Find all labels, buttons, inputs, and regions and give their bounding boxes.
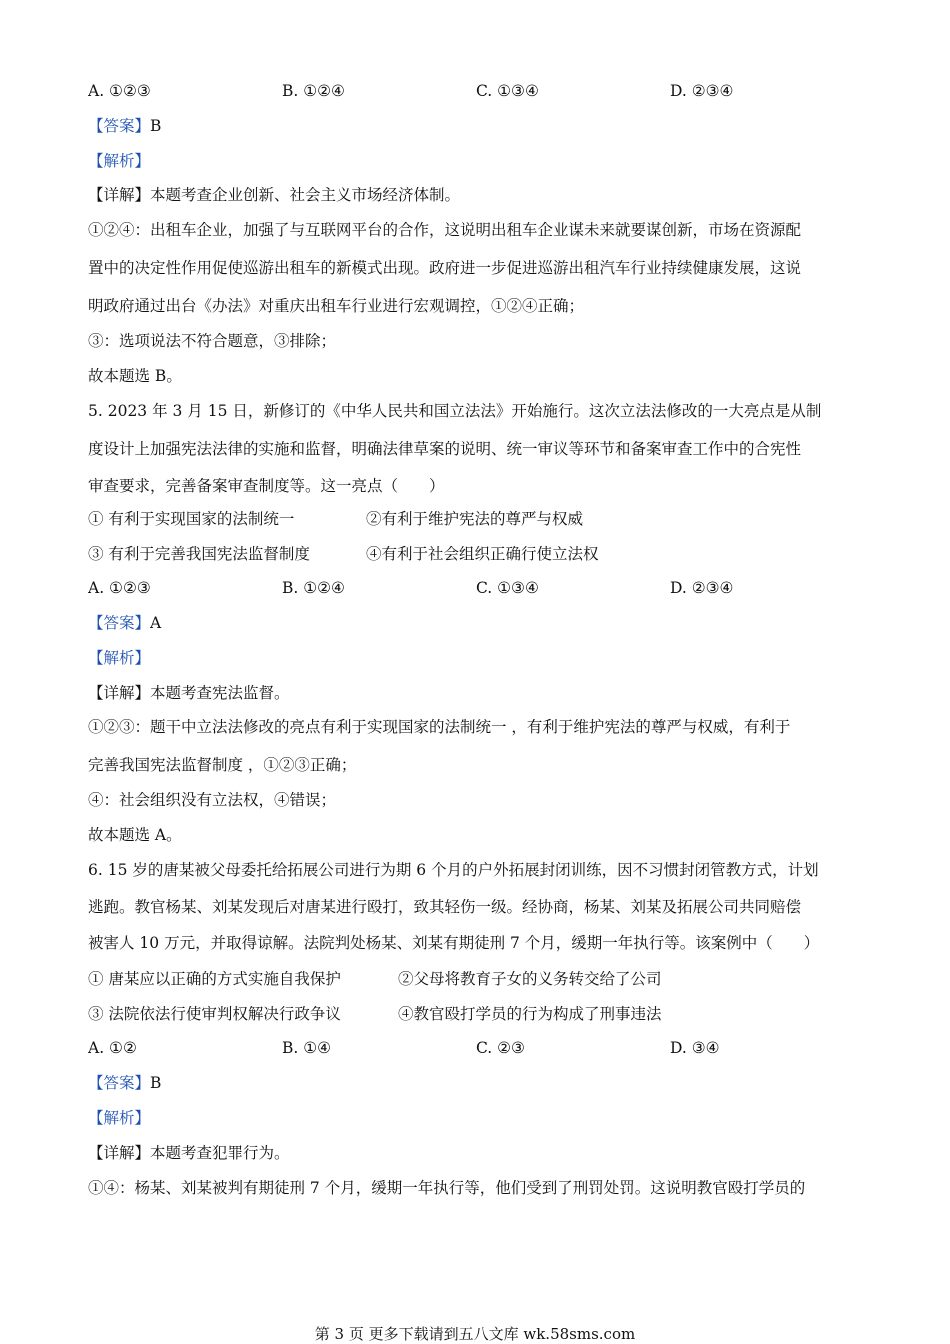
answer-tag: 【答案】 (88, 1074, 151, 1092)
q5-stem-line: 度设计上加强宪法法律的实施和监督，明确法律草案的说明、统一审议等环节和备案审查工作中的合宪性 (88, 440, 802, 458)
statement-2: ②父母将教育子女的义务转交给了公司 (398, 970, 662, 988)
option-d: D. ②③④ (670, 579, 734, 597)
option-c: C. ①③④ (476, 82, 539, 100)
q5-detail (88, 683, 868, 703)
detail-tag: 【详解】 (88, 684, 151, 702)
q6-explanation-line: ①④：杨某、刘某被判有期徒刑 7 个月，缓期一年执行等，他们受到了刑罚处罚。这说明教官殴打学员的 (88, 1179, 806, 1197)
q4-explanation-line: ③：选项说法不符合题意，③排除； (88, 332, 337, 350)
detail-tag: 【详解】 (88, 1144, 151, 1162)
q4-conclusion: 故本题选 B。 (88, 367, 182, 385)
q5-answer (88, 613, 868, 633)
detail-tag: 【详解】 (88, 186, 151, 204)
q6-statements-row (88, 969, 868, 989)
page-footer: 第 3 页 更多下载请到五八文库 wk.58sms.com (314, 1325, 636, 1343)
statement-1: ① 唐某应以正确的方式实施自我保护 (88, 970, 341, 988)
option-c: C. ②③ (476, 1039, 525, 1057)
analysis-tag: 【解析】 (88, 649, 151, 667)
detail-text: 本题考查宪法监督。 (150, 684, 290, 702)
q5-explanation-line: 完善我国宪法监督制度 ，①②③正确； (88, 756, 357, 774)
q5-stem-line: 审查要求，完善备案审查制度等。这一亮点（ ） (88, 477, 445, 495)
option-b: B. ①④ (282, 1039, 332, 1057)
answer-value: B (150, 1074, 162, 1092)
option-d: D. ③④ (670, 1039, 720, 1057)
statement-4: ④教官殴打学员的行为构成了刑事违法 (398, 1005, 662, 1023)
answer-value: A (150, 614, 162, 632)
statement-2: ②有利于维护宪法的尊严与权威 (366, 510, 584, 528)
q6-statements-row (88, 1004, 868, 1024)
statement-3: ③ 有利于完善我国宪法监督制度 (88, 545, 310, 563)
answer-tag: 【答案】 (88, 614, 151, 632)
q6-options (88, 1038, 868, 1058)
q6-stem-line: 逃跑。教官杨某、刘某发现后对唐某进行殴打，致其轻伤一级。经协商，杨某、刘某及拓展公司共同赔偿 (88, 898, 802, 916)
statement-3: ③ 法院依法行使审判权解决行政争议 (88, 1005, 341, 1023)
option-b: B. ①②④ (282, 579, 345, 597)
answer-tag: 【答案】 (88, 117, 151, 135)
statement-1: ① 有利于实现国家的法制统一 (88, 510, 295, 528)
q6-detail (88, 1143, 868, 1163)
q5-analysis-heading (88, 648, 868, 668)
q4-explanation-line: 置中的决定性作用促使巡游出租车的新模式出现。政府进一步促进巡游出租汽车行业持续健康发展，这说 (88, 259, 802, 277)
q5-stem-line: 5. 2023 年 3 月 15 日，新修订的《中华人民共和国立法法》开始施行。这次立法法修改的一大亮点是从制 (88, 402, 822, 420)
q5-statements-row (88, 509, 868, 529)
option-b: B. ①②④ (282, 82, 345, 100)
option-a: A. ①②③ (88, 579, 151, 597)
analysis-tag: 【解析】 (88, 1109, 151, 1127)
q4-options (88, 81, 868, 101)
detail-text: 本题考查企业创新、社会主义市场经济体制。 (150, 186, 461, 204)
q6-analysis-heading (88, 1108, 868, 1128)
q4-answer (88, 116, 868, 136)
q4-analysis-heading (88, 151, 868, 171)
answer-value: B (150, 117, 162, 135)
q5-explanation-line: ①②③：题干中立法法修改的亮点有利于实现国家的法制统一 ，有利于维护宪法的尊严与权威，有利于 (88, 718, 791, 736)
q5-conclusion: 故本题选 A。 (88, 826, 182, 844)
q6-answer (88, 1073, 868, 1093)
option-c: C. ①③④ (476, 579, 539, 597)
q6-stem-line: 6. 15 岁的唐某被父母委托给拓展公司进行为期 6 个月的户外拓展封闭训练，因不习惯封闭管教方式，计划 (88, 861, 819, 879)
option-d: D. ②③④ (670, 82, 734, 100)
q5-statements-row (88, 544, 868, 564)
option-a: A. ①②③ (88, 82, 151, 100)
detail-text: 本题考查犯罪行为。 (150, 1144, 290, 1162)
analysis-tag: 【解析】 (88, 152, 151, 170)
q4-explanation-line: 明政府通过出台《办法》对重庆出租车行业进行宏观调控，①②④正确； (88, 297, 585, 315)
q4-detail (88, 185, 868, 205)
q4-explanation-line: ①②④：出租车企业，加强了与互联网平台的合作，这说明出租车企业谋未来就要谋创新，市场在资源配 (88, 221, 802, 239)
statement-4: ④有利于社会组织正确行使立法权 (366, 545, 599, 563)
q5-explanation-line: ④：社会组织没有立法权，④错误； (88, 791, 337, 809)
q5-options (88, 578, 868, 598)
q6-stem-line: 被害人 10 万元，并取得谅解。法院判处杨某、刘某有期徒刑 7 个月，缓期一年执行等。该案例中（ ） (88, 934, 820, 952)
option-a: A. ①② (88, 1039, 137, 1057)
